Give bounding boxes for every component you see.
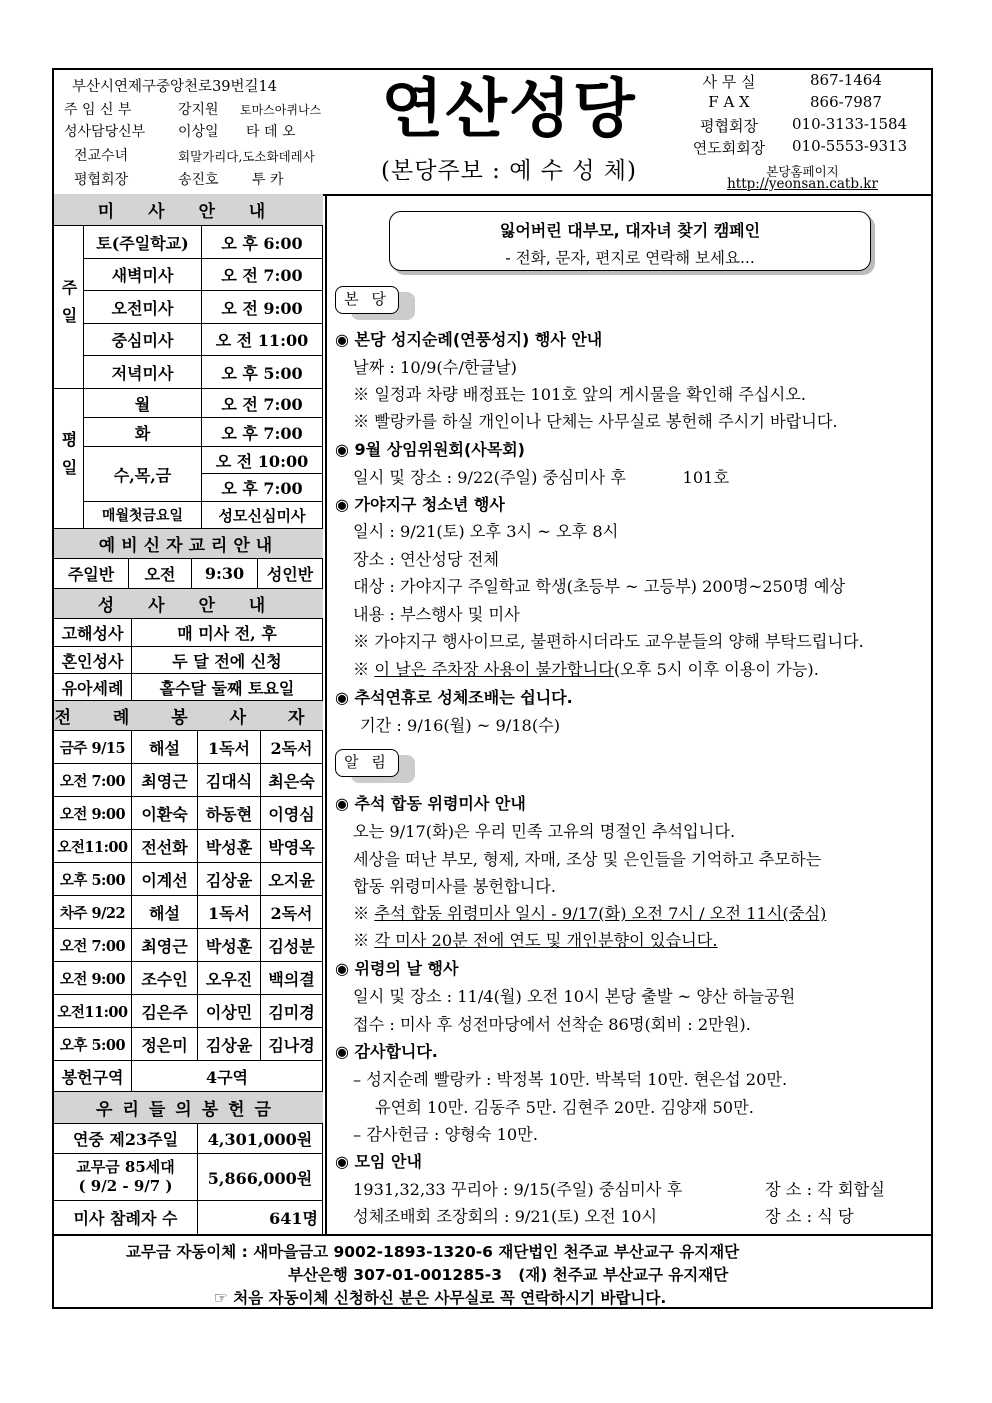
- catechumen-cell: 오전: [129, 559, 192, 589]
- mass-name: 월: [84, 389, 202, 418]
- server-name-cell: 오지윤: [261, 863, 323, 896]
- server-name-cell: 최은숙: [261, 764, 323, 797]
- server-time-cell: 오전11:00: [54, 995, 132, 1028]
- notice-line: 합동 위령미사를 봉헌합니다.: [353, 877, 557, 896]
- notice-heading: ◉ 9월 상임위원회(사목회): [335, 440, 525, 459]
- notice-tag: 알 림: [335, 749, 399, 777]
- server-name-cell: 최영근: [132, 764, 198, 797]
- mass-name: 저녁미사: [84, 356, 202, 389]
- footer: [54, 1234, 931, 1309]
- mass-time: 오 전 11:00: [202, 324, 323, 356]
- notice-line: 일시 및 장소 : 9/22(주일) 중심미사 후 101호: [353, 468, 730, 487]
- server-name-cell: 김상윤: [198, 863, 261, 896]
- server-name-cell: 김성분: [261, 929, 323, 962]
- notice-line: 대상 : 가야지구 주일학교 학생(초등부 ~ 고등부) 200명~250명 예상: [353, 577, 846, 596]
- homepage-link[interactable]: http://yeonsan.catb.kr: [727, 176, 878, 192]
- bulletin-page: [52, 68, 933, 1309]
- offering-label: 미사 참례자 수: [54, 1201, 198, 1234]
- offering-label: 연중 제23주일: [54, 1124, 198, 1154]
- server-time-cell: 금주 9/15: [54, 731, 132, 764]
- server-name-cell: 김나경: [261, 1028, 323, 1061]
- mass-name: 매월첫금요일: [84, 502, 202, 529]
- server-name-cell: 백의결: [261, 962, 323, 995]
- notice-line: ※ 빨랑카를 하실 개인이나 단체는 사무실로 봉헌해 주시기 바랍니다.: [353, 412, 838, 431]
- right-column: [327, 194, 931, 1234]
- server-name-cell: 최영근: [132, 929, 198, 962]
- footer-contact-line: ☞ 처음 자동이체 신청하신 분은 사무실로 꼭 연락하시기 바랍니다.: [214, 1289, 667, 1307]
- sacrament-name: 혼인성사: [54, 647, 132, 674]
- footer-transfer-line: 교무금 자동이체 : 새마을금고 9002-1893-1320-6 재단법인 천주교 부산교구 유지재단: [126, 1243, 740, 1261]
- notice-heading: ◉ 모임 안내: [335, 1152, 422, 1171]
- campaign-subtitle: - 전화, 문자, 편지로 연락해 보세요...: [505, 249, 755, 267]
- notice-heading: ◉ 본당 성지순례(연풍성지) 행사 안내: [335, 330, 603, 349]
- server-name-cell: 박성훈: [198, 929, 261, 962]
- contact-row: 평협회장 010-3133-1584: [700, 115, 908, 135]
- mass-title: 미 사 안 내: [54, 194, 323, 226]
- header: [54, 70, 931, 196]
- notice-line: 날짜 : 10/9(수/한글날): [353, 358, 518, 377]
- notice-heading: ◉ 추석연휴로 성체조배는 쉽니다.: [335, 688, 573, 707]
- header-staff: [54, 70, 324, 194]
- mass-name: 중심미사: [84, 324, 202, 356]
- catechumen-cell: 성인반: [258, 559, 323, 589]
- mass-name: 토(주일학교): [84, 226, 202, 259]
- server-name-cell: 이환숙: [132, 797, 198, 830]
- server-name-cell: 전선화: [132, 830, 198, 863]
- notice-line: ※ 가야지구 행사이므로, 불편하시더라도 교우분들의 양해 부탁드립니다.: [353, 632, 864, 651]
- notice-line: ※ 각 미사 20분 전에 연도 및 개인분향이 있습니다.: [353, 931, 718, 950]
- offering-value: 641명: [198, 1201, 323, 1234]
- mass-time: 오 전 10:00: [202, 447, 323, 474]
- server-name-cell: 1독서: [198, 896, 261, 929]
- server-time-cell: 오후 5:00: [54, 863, 132, 896]
- notice-line: – 성지순례 빨랑카 : 박정복 10만. 박복덕 10만. 현은섭 20만.: [353, 1070, 788, 1089]
- mass-time: 오 후 5:00: [202, 356, 323, 389]
- mass-time: 오 후 7:00: [202, 474, 323, 502]
- server-name-cell: 이상민: [198, 995, 261, 1028]
- server-name-cell: 하동현: [198, 797, 261, 830]
- notice-line: – 감사헌금 : 양형숙 10만.: [353, 1125, 538, 1144]
- notice-line: 기간 : 9/16(월) ~ 9/18(수): [360, 716, 561, 735]
- sacrament-value: 두 달 전에 신청: [132, 647, 323, 674]
- bulletin-subtitle: (본당주보 : 예 수 성 체): [381, 158, 637, 184]
- sacrament-value: 매 미사 전, 후: [132, 619, 323, 647]
- server-name-cell: 이영심: [261, 797, 323, 830]
- server-name-cell: 김대식: [198, 764, 261, 797]
- server-name-cell: 1독서: [198, 731, 261, 764]
- contact-row: 연도회회장 010-5553-9313: [692, 137, 908, 157]
- notice-line: 일시 : 9/21(토) 오후 3시 ~ 오후 8시: [353, 522, 619, 541]
- mass-time: 오 전 9:00: [202, 291, 323, 324]
- server-time-cell: 차주 9/22: [54, 896, 132, 929]
- notice-line: ※ 추석 합동 위령미사 일시 - 9/17(화) 오전 7시 / 오전 11시(중심): [353, 904, 827, 923]
- sacrament-name: 고해성사: [54, 619, 132, 647]
- server-name-cell: 해설: [132, 731, 198, 764]
- mass-name: 오전미사: [84, 291, 202, 324]
- district-label: 봉헌구역: [54, 1061, 132, 1092]
- server-name-cell: 오우진: [198, 962, 261, 995]
- notice-line: 1931,32,33 꾸리아 : 9/15(주일) 중심미사 후: [353, 1180, 683, 1199]
- server-name-cell: 2독서: [261, 896, 323, 929]
- sacrament-name: 유아세례: [54, 674, 132, 701]
- contact-row: F A X 866-7987: [708, 93, 882, 111]
- staff-row: 전교수녀 회말가리다,도소화데레사: [74, 148, 315, 164]
- server-name-cell: 박성훈: [198, 830, 261, 863]
- contact-row: 사 무 실 867-1464: [702, 71, 882, 91]
- notice-line: ※ 일정과 차량 배정표는 101호 앞의 게시물을 확인해 주십시오.: [353, 385, 807, 404]
- notice-line: 내용 : 부스행사 및 미사: [353, 605, 520, 624]
- server-time-cell: 오전 7:00: [54, 764, 132, 797]
- server-time-cell: 오전 9:00: [54, 962, 132, 995]
- server-name-cell: 이계선: [132, 863, 198, 896]
- weekday-label: 평일: [54, 389, 84, 529]
- staff-row: 주 임 신 부 강지원 토마스아퀴나스: [64, 102, 322, 118]
- campaign-box: [389, 211, 871, 271]
- mass-time: 오 후 6:00: [202, 226, 323, 259]
- notice-line: ※ 이 날은 주차장 사용이 불가합니다(오후 5시 이후 이용이 가능).: [353, 660, 819, 679]
- staff-row: 평협회장 송진호 투 카: [74, 172, 284, 188]
- notice-line: 접수 : 미사 후 성전마당에서 선착순 86명(회비 : 2만원).: [353, 1015, 751, 1034]
- notice-line: 일시 및 장소 : 11/4(월) 오전 10시 본당 출발 ~ 양산 하늘공원: [353, 987, 796, 1006]
- footer-bank-line: 부산은행 307-01-001285-3 (재) 천주교 부산교구 유지재단: [288, 1266, 729, 1284]
- offering-value: 4,301,000원: [198, 1124, 323, 1154]
- offering-value: 5,866,000원: [198, 1154, 323, 1201]
- server-time-cell: 오전11:00: [54, 830, 132, 863]
- notice-line: 오는 9/17(화)은 우리 민족 고유의 명절인 추석입니다.: [353, 822, 736, 841]
- left-column: [54, 194, 327, 1234]
- district-value: 4구역: [132, 1061, 323, 1092]
- parish-tag: 본 당: [335, 286, 399, 314]
- servers-title: 전 례 봉 사 자: [54, 701, 323, 731]
- server-name-cell: 박영옥: [261, 830, 323, 863]
- sacraments-title: 성 사 안 내: [54, 589, 323, 619]
- notice-line: 성체조배회 조장회의 : 9/21(토) 오전 10시: [353, 1207, 658, 1226]
- server-name-cell: 김은주: [132, 995, 198, 1028]
- sacrament-value: 홀수달 둘째 토요일: [132, 674, 323, 701]
- notice-heading: ◉ 추석 합동 위령미사 안내: [335, 794, 526, 813]
- catechumen-title: 예비신자교리안내: [54, 529, 323, 559]
- mass-name: 화: [84, 418, 202, 447]
- server-name-cell: 김상윤: [198, 1028, 261, 1061]
- server-name-cell: 조수인: [132, 962, 198, 995]
- server-time-cell: 오후 5:00: [54, 1028, 132, 1061]
- mass-time: 오 전 7:00: [202, 389, 323, 418]
- catechumen-cell: 9:30: [192, 559, 258, 589]
- server-time-cell: 오전 9:00: [54, 797, 132, 830]
- staff-row: 성사담당신부 이상일 타 데 오: [64, 124, 296, 140]
- offerings-title: 우리들의봉헌금: [54, 1092, 323, 1124]
- server-name-cell: 정은미: [132, 1028, 198, 1061]
- homepage-label: 본당홈페이지: [766, 164, 839, 179]
- mass-time: 성모신심미사: [202, 502, 323, 529]
- notice-line: 장 소 : 식 당: [765, 1207, 854, 1226]
- server-name-cell: 해설: [132, 896, 198, 929]
- notice-line: 장 소 : 각 회합실: [765, 1180, 885, 1199]
- header-contacts: [674, 70, 931, 194]
- server-name-cell: 김미경: [261, 995, 323, 1028]
- server-name-cell: 2독서: [261, 731, 323, 764]
- notice-heading: ◉ 가야지구 청소년 행사: [335, 495, 505, 514]
- notice-line: 장소 : 연산성당 전체: [353, 550, 499, 569]
- notice-heading: ◉ 감사합니다.: [335, 1042, 438, 1061]
- campaign-title: 잃어버린 대부모, 대자녀 찾기 캠페인: [499, 221, 761, 240]
- sunday-label: 주일: [54, 226, 84, 389]
- bulletin-title: 연산성당: [381, 73, 637, 147]
- catechumen-cell: 주일반: [54, 559, 129, 589]
- notice-heading: ◉ 위령의 날 행사: [335, 959, 459, 978]
- mass-name: 새벽미사: [84, 259, 202, 291]
- notice-line: 유연희 10만. 김동주 5만. 김현주 20만. 김양재 50만.: [375, 1098, 754, 1117]
- mass-time: 오 전 7:00: [202, 259, 323, 291]
- mass-time: 오 후 7:00: [202, 418, 323, 447]
- server-time-cell: 오전 7:00: [54, 929, 132, 962]
- parish-address: 부산시연제구중앙천로39번길14: [72, 79, 277, 95]
- offering-label: 교무금 85세대 ( 9/2 - 9/7 ): [54, 1154, 198, 1201]
- mass-name: 수,목,금: [84, 447, 202, 502]
- notice-line: 세상을 떠난 부모, 형제, 자매, 조상 및 은인들을 기억하고 추모하는: [353, 850, 822, 869]
